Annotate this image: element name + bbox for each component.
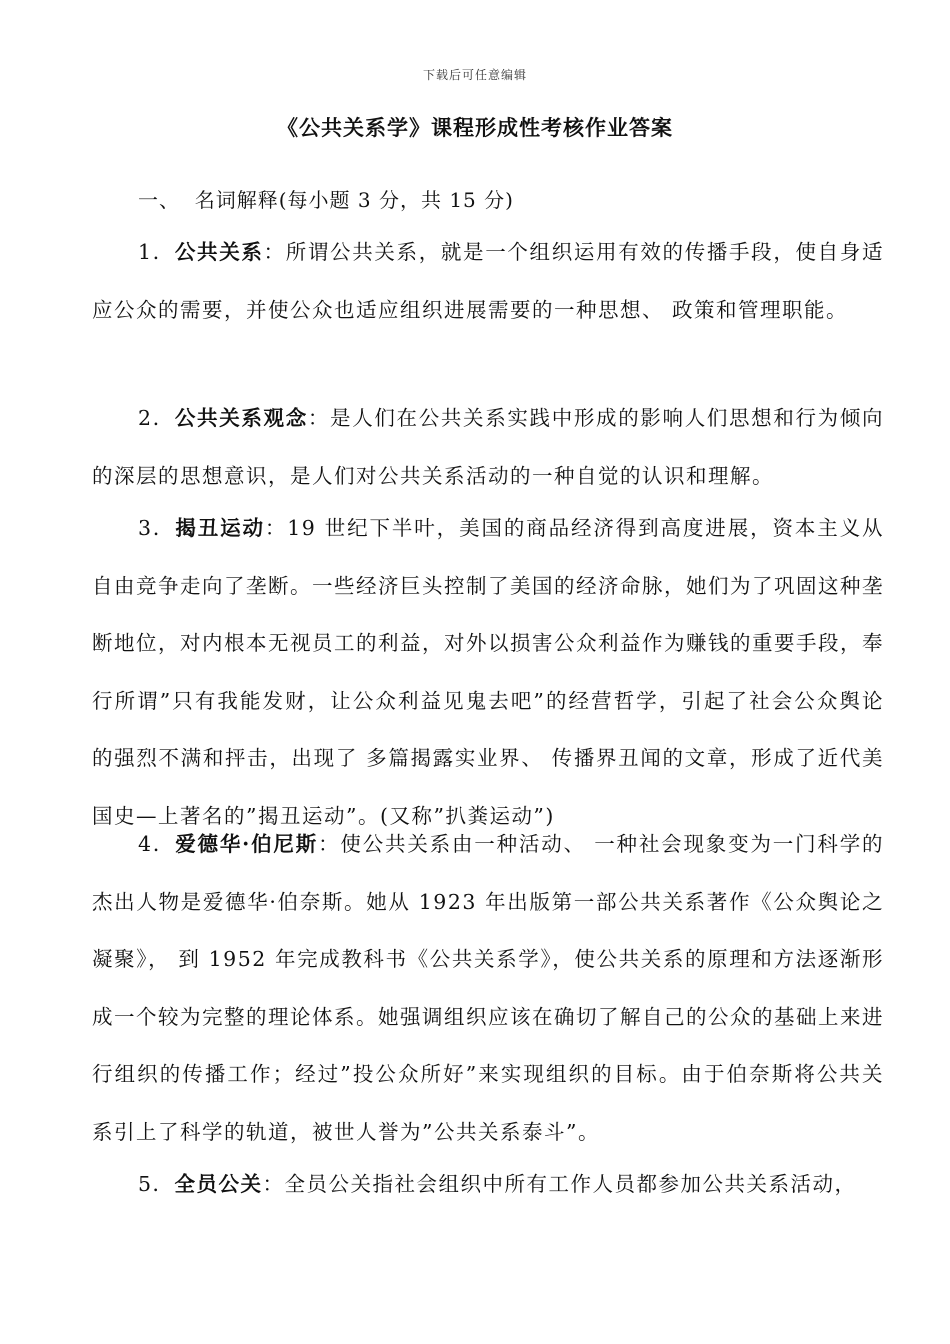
definition-entry-2 bbox=[92, 390, 884, 505]
definition-entry-3 bbox=[92, 500, 884, 845]
entry-number: 3． bbox=[138, 516, 176, 540]
entry-term: 公共关系 bbox=[174, 240, 264, 264]
section-heading: 一、 名词解释(每小题 3 分，共 15 分) bbox=[138, 188, 514, 212]
entry-separator: ： bbox=[307, 406, 331, 430]
entry-separator: ： bbox=[318, 832, 341, 856]
definition-entry-4 bbox=[92, 816, 884, 1161]
entry-number: 4． bbox=[138, 832, 176, 856]
entry-separator: ： bbox=[264, 516, 288, 540]
entry-number: 1． bbox=[138, 240, 175, 264]
entry-text: 所谓公共关系，就是一个组织运用有效的传播手段，使自身适应公众的需要，并使公众也适应组织进展需要的一种思想、 政策和管理职能。 bbox=[92, 240, 885, 322]
entry-term: 爱德华·伯尼斯 bbox=[175, 832, 319, 856]
definition-entry-5 bbox=[92, 1156, 884, 1214]
entry-number: 2． bbox=[138, 406, 175, 430]
entry-text: 是人们在公共关系实践中形成的影响人们思想和行为倾向的深层的思想意识，是人们对公共关系活动的一种自觉的认识和理解。 bbox=[92, 406, 885, 488]
entry-term: 全员公关 bbox=[174, 1172, 263, 1196]
entry-text: 19 世纪下半叶，美国的商品经济得到高度进展，资本主义从自由竞争走向了垄断。一些经济巨头控制了美国的经济命脉，她们为了巩固这种垄断地位，对内根本无视员工的利益，对外以损害公众利益作为赚钱的重要手段，奉行所谓”只有我能发财，让公众利益见鬼去吧”的经营哲学，引起了社会公众舆论的强烈不满和抨击，出现了 多篇揭露实业界、 传播界丑闻的文章，形成了近代美国史—上著名的”揭丑运动”。(又称”扒粪运动”) bbox=[92, 516, 885, 828]
entry-separator: ： bbox=[263, 240, 286, 264]
entry-term: 公共关系观念 bbox=[174, 406, 308, 430]
document-title: 《公共关系学》课程形成性考核作业答案 bbox=[277, 115, 673, 140]
entry-number: 5． bbox=[138, 1172, 175, 1196]
entry-text: 使公共关系由一种活动、 一种社会现象变为一门科学的杰出人物是爱德华·伯奈斯。她从 1923 年出版第一部公共关系著作《公众舆论之凝聚》， 到 1952 年完成教科书《公共关系学》，使公共关系的原理和方法逐渐形成一个较为完整的理论体系。她强调组织应该在确切了解自己的公众的基础上来进行组织的传播工作；经过”投公众所好”来实现组织的目标。由于伯奈斯将公共关系引上了科学的轨道，被世人誉为”公共关系泰斗”。 bbox=[92, 832, 885, 1144]
definition-entry-1 bbox=[92, 224, 884, 339]
entry-term: 揭丑运动 bbox=[175, 516, 265, 540]
header-note: 下载后可任意编辑 bbox=[422, 68, 527, 82]
entry-text: 全员公关指社会组织中所有工作人员都参加公共关系活动， bbox=[284, 1172, 857, 1196]
entry-separator: ： bbox=[262, 1172, 285, 1196]
